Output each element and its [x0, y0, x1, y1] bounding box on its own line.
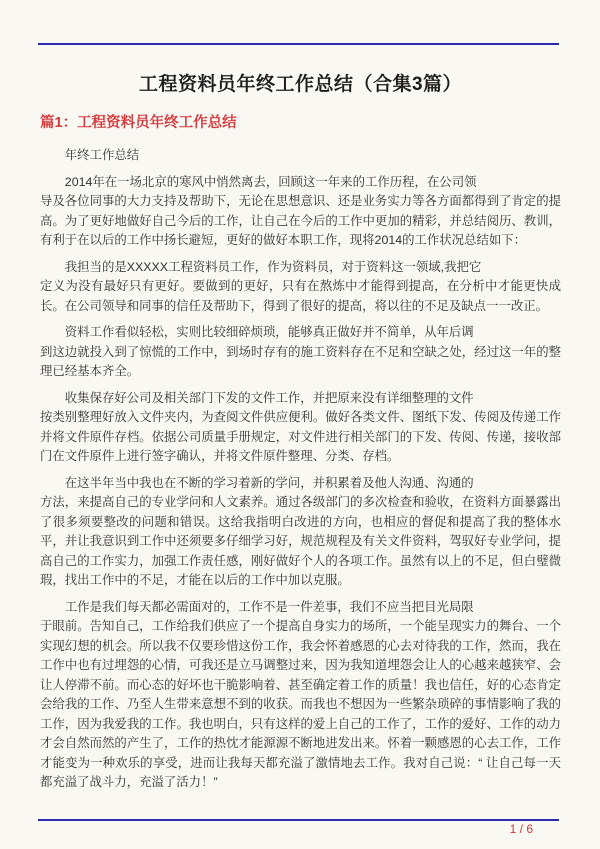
- paragraph-2: [40, 258, 561, 317]
- paragraph-4-rest: 按类别整理好放入文件夹内，为查阅文件供应便利。做好各类文件、图纸下发、传阅及传递工作并将文件原件存档。依据公司质量手册规定，对文件进行相关部门的下发、传阅、传递，接收部门在文件原件上进行签字确认，并将文件原件整理、分类、存档。: [40, 410, 561, 463]
- paragraph-3-first-line: 资料工作看似轻松，实则比较细碎烦琐，能够真正做好并不简单，从年后调: [64, 325, 474, 339]
- paragraph-3-rest: 到这边就投入到了惊慌的工作中，到场时存有的施工资料存在不足和空缺之处，经过这一年的整理已经基本齐全。: [40, 344, 561, 378]
- footer-rule: [38, 819, 559, 821]
- paragraph-6-first-line: 工作是我们每天都必需面对的，工作不是一件差事，我们不应当把目光局限: [64, 599, 474, 614]
- paragraph-2-first-line: 我担当的是XXXXX工程资料员工作，作为资料员，对于资料这一领域,我把它: [64, 259, 482, 274]
- paragraph-5-rest: 方法，来提高自己的专业学问和人文素养。通过各级部门的多次检查和验收，在资料方面暴露出了很多须要整改的问题和错误。这给我指明白改进的方向，也相应的督促和提高了我的整体水平，并让我意识到工作中还须要多仔细学习好，规范规程及有关文件资料，驾驭好专业学问，提高自己的工作实力，加强工作责任感，刚好做好个人的各项工作。虽然有以上的不足，但白璧微瑕，找出工作中的不足，才能在以后的工作中加以克服。: [40, 495, 561, 587]
- paragraph-2-rest: 定义为没有最好只有更好。要做到的更好，只有在熬炼中才能得到提高，在分析中才能更快成长。在公司领导和同事的信任及帮助下，得到了很好的提高，将以往的不足及缺点一一改正。: [40, 279, 561, 313]
- section-heading: 篇1：工程资料员年终工作总结: [40, 115, 237, 131]
- paragraph-4-first-line: 收集保存好公司及相关部门下发的文件工作，并把原来没有详细整理的文件: [64, 390, 474, 405]
- paragraph-1-first-line: 2014年在一场北京的寒风中悄然离去，回顾这一年来的工作历程，在公司领: [64, 174, 477, 189]
- paragraph-6: [40, 598, 561, 793]
- document-content: [40, 0, 561, 793]
- paragraph-5: [40, 474, 561, 591]
- paragraph-5-first-line: 在这半年当中我也在不断的学习着新的学问，并积累着及他人沟通、沟通的: [64, 475, 474, 490]
- document-title: 工程资料员年终工作总结（合集3篇）: [138, 74, 463, 95]
- paragraph-3: [40, 323, 561, 382]
- paragraph-1: [40, 173, 561, 251]
- paragraph-1-rest: 导及各位同事的大力支持及帮助下，无论在思想意识、还是业务实力等各方面都得到了肯定的提高。为了更好地做好自己今后的工作，让自己在今后的工作中更加的精彩，并总结阅历、教训，有利于在以后的工作中扬长避短，更好的做好本职工作，现将2014的工作状况总结如下：: [40, 194, 561, 247]
- article-subtitle: 年终工作总结: [64, 148, 140, 162]
- page-number: 1 / 6: [509, 822, 533, 836]
- paragraph-6-rest: 于眼前。告知自己，工作给我们供应了一个提高自身实力的场所，一个能呈现实力的舞台、一个实现幻想的机会。所以我不仅要珍惜这份工作，我会怀着感恩的心去对待我的工作，然而，我在工作中也有过埋怨的心情，可我还是立马调整过来，因为我知道埋怨会让人的心越来越狭窄、会让人停滞不前。而心态的好坏也干脆影响着、甚至确定着工作的质量！我也信任，好的心态肯定会给我的工作、乃至人生带来意想不到的收获。而我也不想因为一些繁杂琐碎的事情影响了我的工作，因为我爱我的工作。我也明白，只有这样的爱上自己的工作了，工作的爱好、工作的动力才会自然而然的产生了，工作的热忱才能源源不断地进发出来。怀着一颗感恩的心去工作，工作才能变为一种欢乐的享受，进而让我每天都充溢了激情地去工作。我对自己说：“ 让自己每一天都充溢了战斗力，充溢了活力！”: [40, 619, 561, 789]
- paragraph-4: [40, 389, 561, 467]
